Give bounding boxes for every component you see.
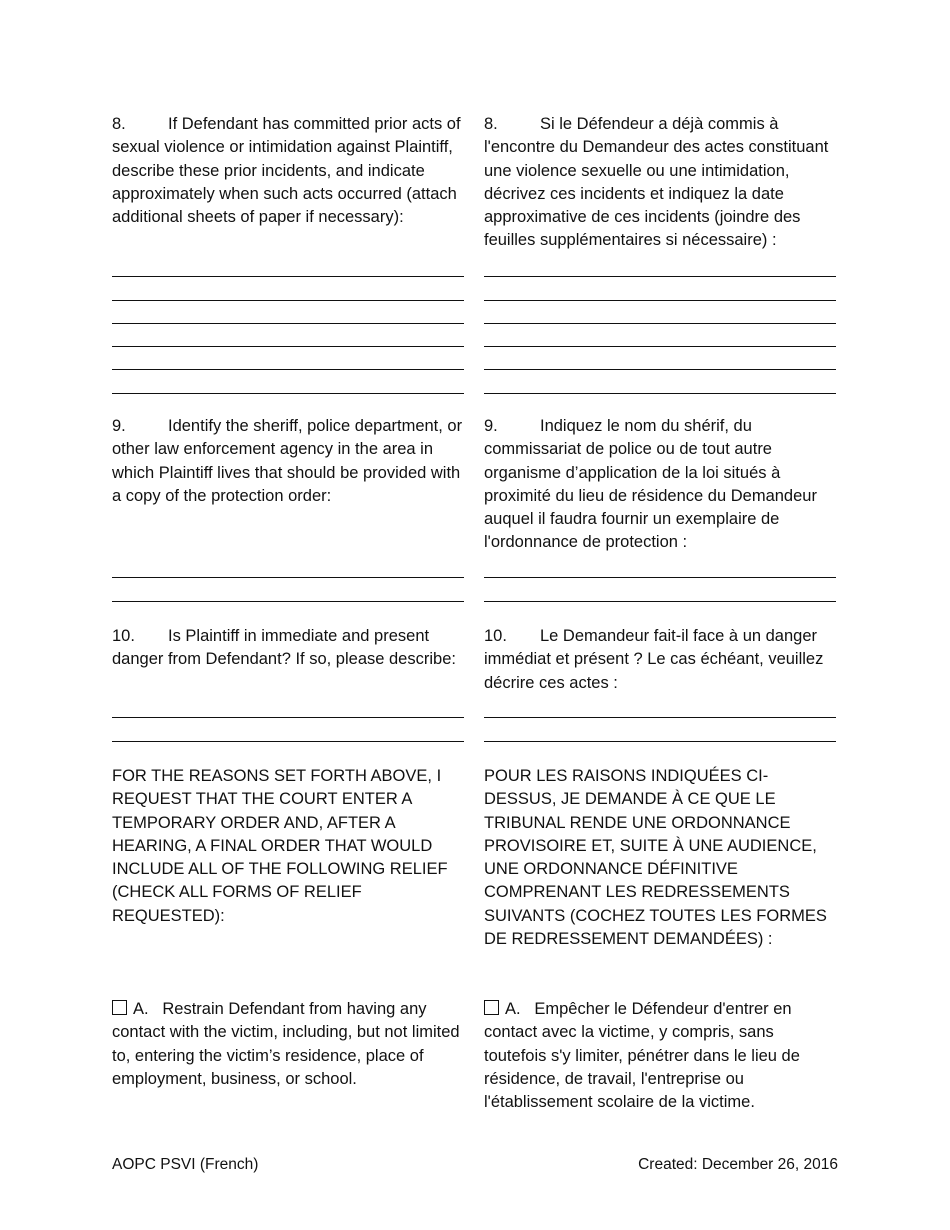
answer-line[interactable] [112, 718, 464, 741]
request-english-text: FOR THE REASONS SET FORTH ABOVE, I REQUEST THAT THE COURT ENTER A TEMPORARY ORDER AND, AFTER A HEARING, A FINAL ORDER THAT WOULD INCLUDE ALL OF THE FOLLOWING RELIEF (CHECK ALL FORMS OF RELIEF REQUESTED): [112, 767, 448, 925]
footer-created-date: Created: December 26, 2016 [638, 1156, 838, 1173]
q8-english-text: 8. If Defendant has committed prior acts of sexual violence or intimidation against Plaintiff, describe these prior incidents, and indicate approximately when such acts occurred (attach additional sheets of paper if necessary): [112, 115, 461, 227]
answer-line[interactable] [112, 301, 464, 324]
q9-french-text: 9. Indiquez le nom du shérif, du commissariat de police ou de tout autre organisme d’application de la loi situés à proximité du lieu de résidence du Demandeur auquel il faudra fournir un exemplaire de l'ordonnance de protection : [484, 417, 817, 552]
q8-french-answer-lines[interactable] [484, 254, 836, 394]
q10-english-text: 10. Is Plaintiff in immediate and present danger from Defendant? If so, please describe: [112, 627, 456, 669]
answer-line[interactable] [112, 370, 464, 393]
answer-line[interactable] [112, 695, 464, 718]
answer-line[interactable] [484, 254, 836, 277]
q8-french-text: 8. Si le Défendeur a déjà commis à l'encontre du Demandeur des actes constituant une violence sexuelle ou une intimidation, décrivez ces incidents et indiquez la date approximative de ces incidents (joindre des feuilles supplémentaires si nécessaire) : [484, 115, 829, 250]
relief-a-french-checkbox[interactable] [484, 1000, 499, 1015]
request-french [484, 765, 836, 951]
answer-line[interactable] [484, 555, 836, 578]
q10-english-answer-lines[interactable] [112, 695, 464, 742]
q10-french-text: 10. Le Demandeur fait-il face à un danger immédiat et présent ? Le cas échéant, veuillez décrire ces actes : [484, 627, 824, 692]
request-french-text: POUR LES RAISONS INDIQUÉES CI-DESSUS, JE DEMANDE À CE QUE LE TRIBUNAL RENDE UNE ORDONNANCE PROVISOIRE ET, SUITE À UNE AUDIENCE, UNE ORDONNANCE DÉFINITIVE COMPRENANT LES REDRESSEMENTS SUIVANTS (COCHEZ TOUTES LES FORMES DE REDRESSEMENT DEMANDÉES) : [484, 767, 827, 949]
answer-line[interactable] [484, 324, 836, 347]
footer-form-id: AOPC PSVI (French) [112, 1156, 259, 1173]
relief-a-english-text: A. Restrain Defendant from having any contact with the victim, including, but not limited to, entering the victim’s residence, place of employment, business, or school. [112, 1000, 460, 1088]
q8-french [484, 113, 836, 253]
relief-a-english [112, 998, 464, 1091]
answer-line[interactable] [484, 301, 836, 324]
answer-line[interactable] [112, 277, 464, 300]
answer-line[interactable] [112, 324, 464, 347]
answer-line[interactable] [484, 347, 836, 370]
q9-english-answer-lines[interactable] [112, 555, 464, 602]
answer-line[interactable] [112, 254, 464, 277]
answer-line[interactable] [484, 695, 836, 718]
answer-line[interactable] [112, 555, 464, 578]
q9-french [484, 415, 836, 555]
relief-a-french-text: A. Empêcher le Défendeur d'entrer en contact avec la victime, y compris, sans toutefois s'y limiter, pénétrer dans le lieu de résidence, de travail, l'entreprise ou l'établissement scolaire de la victime. [484, 1000, 800, 1112]
q10-french-answer-lines[interactable] [484, 695, 836, 742]
q10-french [484, 625, 836, 695]
q8-english [112, 113, 464, 229]
q9-english [112, 415, 464, 508]
q9-english-text: 9. Identify the sheriff, police department, or other law enforcement agency in the area in which Plaintiff lives that should be provided with a copy of the protection order: [112, 417, 463, 505]
answer-line[interactable] [484, 370, 836, 393]
answer-line[interactable] [112, 347, 464, 370]
q8-english-answer-lines[interactable] [112, 254, 464, 394]
answer-line[interactable] [484, 578, 836, 601]
q9-french-answer-lines[interactable] [484, 555, 836, 602]
request-english [112, 765, 464, 928]
relief-a-english-checkbox[interactable] [112, 1000, 127, 1015]
answer-line[interactable] [484, 718, 836, 741]
q10-english [112, 625, 464, 672]
answer-line[interactable] [112, 578, 464, 601]
relief-a-french [484, 998, 836, 1114]
answer-line[interactable] [484, 277, 836, 300]
